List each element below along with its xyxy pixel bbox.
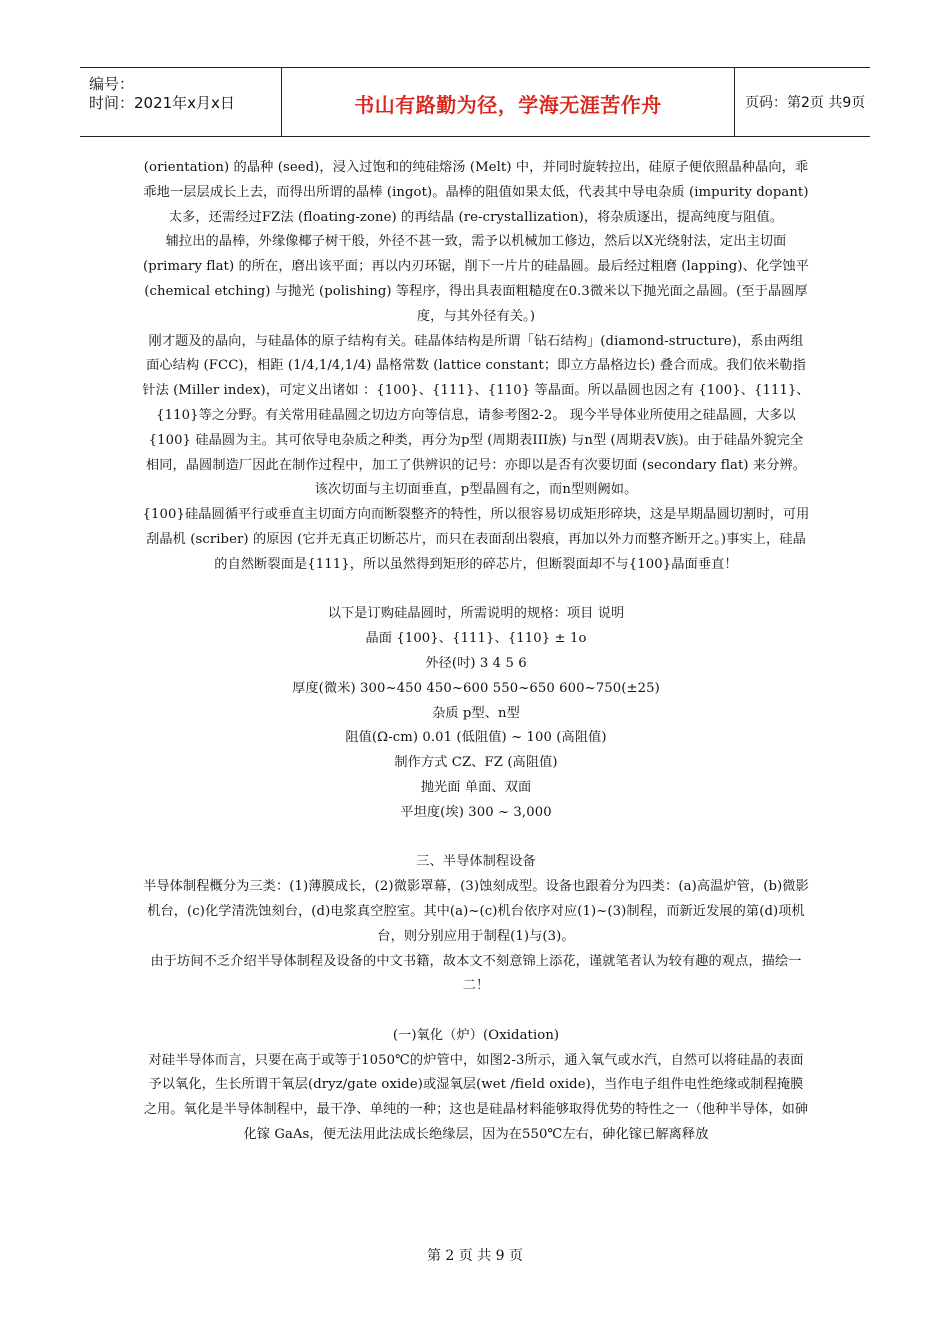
spec-line: 阻值(Ω-cm) 0.01 (低阻值) ~ 100 (高阻值) bbox=[345, 730, 607, 746]
blank-line bbox=[142, 826, 810, 851]
paragraph-wafer-processing: 辅拉出的晶棒，外缘像椰子树干般，外径不甚一致，需予以机械加工修边，然后以X光绕射法，定出主切面 (primary flat) 的所在，磨出该平面；再以内刃环锯，削下一片片的硅晶圆。最后经过粗磨 (lapping)、化学蚀平 (chemical etching) 与抛光 (polishing) 等程序，得出具表面粗糙度在0.3微米以下抛光面之晶圆。(至于晶圆厚度，与其外径有关。) bbox=[142, 234, 810, 324]
paragraph-oxidation: 对硅半导体而言，只要在高于或等于1050℃的炉管中，如图2-3所示，通入氧气或水汽，自然可以将硅晶的表面予以氧化，生长所谓干氧层(dryz/gate oxide)或湿氧层(wet /field oxide)，当作电子组件电性绝缘或制程掩膜之用。氧化是半导体制程中，最干净、单纯的一种；这也是硅晶材料能够取得优势的特性之一（他种半导体，如砷化镓 GaAs，便无法用此法成长绝缘层，因为在550℃左右，砷化镓已解离释放 bbox=[143, 1052, 809, 1143]
paragraph-author-note: 由于坊间不乏介绍半导体制程及设备的中文书籍，故本文不刻意锦上添花，谨就笔者认为较有趣的观点，描绘一二！ bbox=[150, 953, 802, 994]
header-motto-cell bbox=[282, 68, 735, 136]
spec-line: 晶面 {100}、{111}、{110} ± 1o bbox=[365, 631, 587, 647]
spec-line: 外径(吋) 3 4 5 6 bbox=[425, 655, 527, 671]
spec-line: 制作方式 CZ、FZ (高阻值) bbox=[394, 755, 558, 771]
blank-line bbox=[142, 578, 810, 603]
header-info-cell bbox=[80, 68, 282, 136]
spec-line: 厚度(微米) 300~450 450~600 550~650 600~750(±25) bbox=[292, 680, 660, 696]
spec-line: 以下是订购硅晶圆时，所需说明的规格：项目 说明 bbox=[327, 606, 625, 622]
document-body bbox=[142, 156, 810, 1148]
paragraph-crystal-orientation: 刚才题及的晶向，与硅晶体的原子结构有关。硅晶体结构是所谓「钻石结构」(diamond-structure)，系由两组面心结构 (FCC)，相距 (1/4,1/4,1/4) 晶格常数 (lattice constant；即立方晶格边长) 叠合而成。我们依米勒指针法 (Miller index)，可定义出诸如 ：{100}、{111}、{110} 等晶面。所以晶圆也因之有 {100}、{111}、{110}等之分野。有关常用硅晶圆之切边方向等信息，请参考图2-2。 现今半导体业所使用之硅晶圆，大多以 {100} 硅晶圆为主。其可依导电杂质之种类，再分为p型 (周期表III族) 与n型 (周期表V族)。由于硅晶外貌完全相同，晶圆制造厂因此在制作过程中，加工了供辨识的记号：亦即以是否有次要切面 (secondary flat) 来分辨。该次切面与主切面垂直，p型晶圆有之，而n型则阙如。 bbox=[142, 333, 810, 498]
header-page-cell bbox=[735, 68, 870, 136]
paragraph-process-categories: 半导体制程概分为三类：(1)薄膜成长，(2)微影罩幕，(3)蚀刻成型。设备也跟着分为四类：(a)高温炉管，(b)微影机台，(c)化学清洗蚀刻台，(d)电浆真空腔室。其中(a)~(c)机台依序对应(1)~(3)制程，而新近发展的第(d)项机台，则分别应用于制程(1)与(3)。 bbox=[143, 879, 809, 944]
page-footer: 第 2 页 共 9 页 bbox=[426, 1248, 524, 1264]
spec-line: 抛光面 单面、双面 bbox=[420, 779, 532, 795]
document-date-label: 时间：2021年x月x日 bbox=[89, 94, 235, 112]
spec-line: 杂质 p型、n型 bbox=[432, 705, 520, 721]
subsection-title: (一)氧化（炉）(Oxidation) bbox=[392, 1027, 560, 1043]
header-motto: 书山有路勤为径，学海无涯苦作舟 bbox=[354, 92, 662, 117]
blank-line bbox=[142, 999, 810, 1024]
document-number-label: 编号： bbox=[89, 75, 135, 93]
header-table bbox=[80, 67, 870, 137]
page-number-label: 页码：第2页 共9页 bbox=[745, 95, 866, 111]
section-title: 三、半导体制程设备 bbox=[416, 854, 536, 870]
paragraph-crystal-growth: (orientation) 的晶种 (seed)，浸入过饱和的纯硅熔汤 (Melt) 中，并同时旋转拉出，硅原子便依照晶种晶向，乖乖地一层层成长上去，而得出所谓的晶棒 (ingot)。晶棒的阻值如果太低，代表其中导电杂质 (impurity dopant) 太多，还需经过FZ法 (floating-zone) 的再结晶 (re-crystallization)，将杂质逐出，提高纯度与阻值。 bbox=[143, 160, 809, 225]
spec-line: 平坦度(埃) 300 ~ 3,000 bbox=[400, 804, 552, 820]
paragraph-cleavage: {100}硅晶圆循平行或垂直主切面方向而断裂整齐的特性，所以很容易切成矩形碎块，这是早期晶圆切割时，可用刮晶机 (scriber) 的原因 (它并无真正切断芯片，而只在表面刮出裂痕，再加以外力而整齐断开之。)事实上，硅晶的自然断裂面是{111}，所以虽然得到矩形的碎芯片，但断裂面却不与{100}晶面垂直！ bbox=[142, 507, 810, 572]
